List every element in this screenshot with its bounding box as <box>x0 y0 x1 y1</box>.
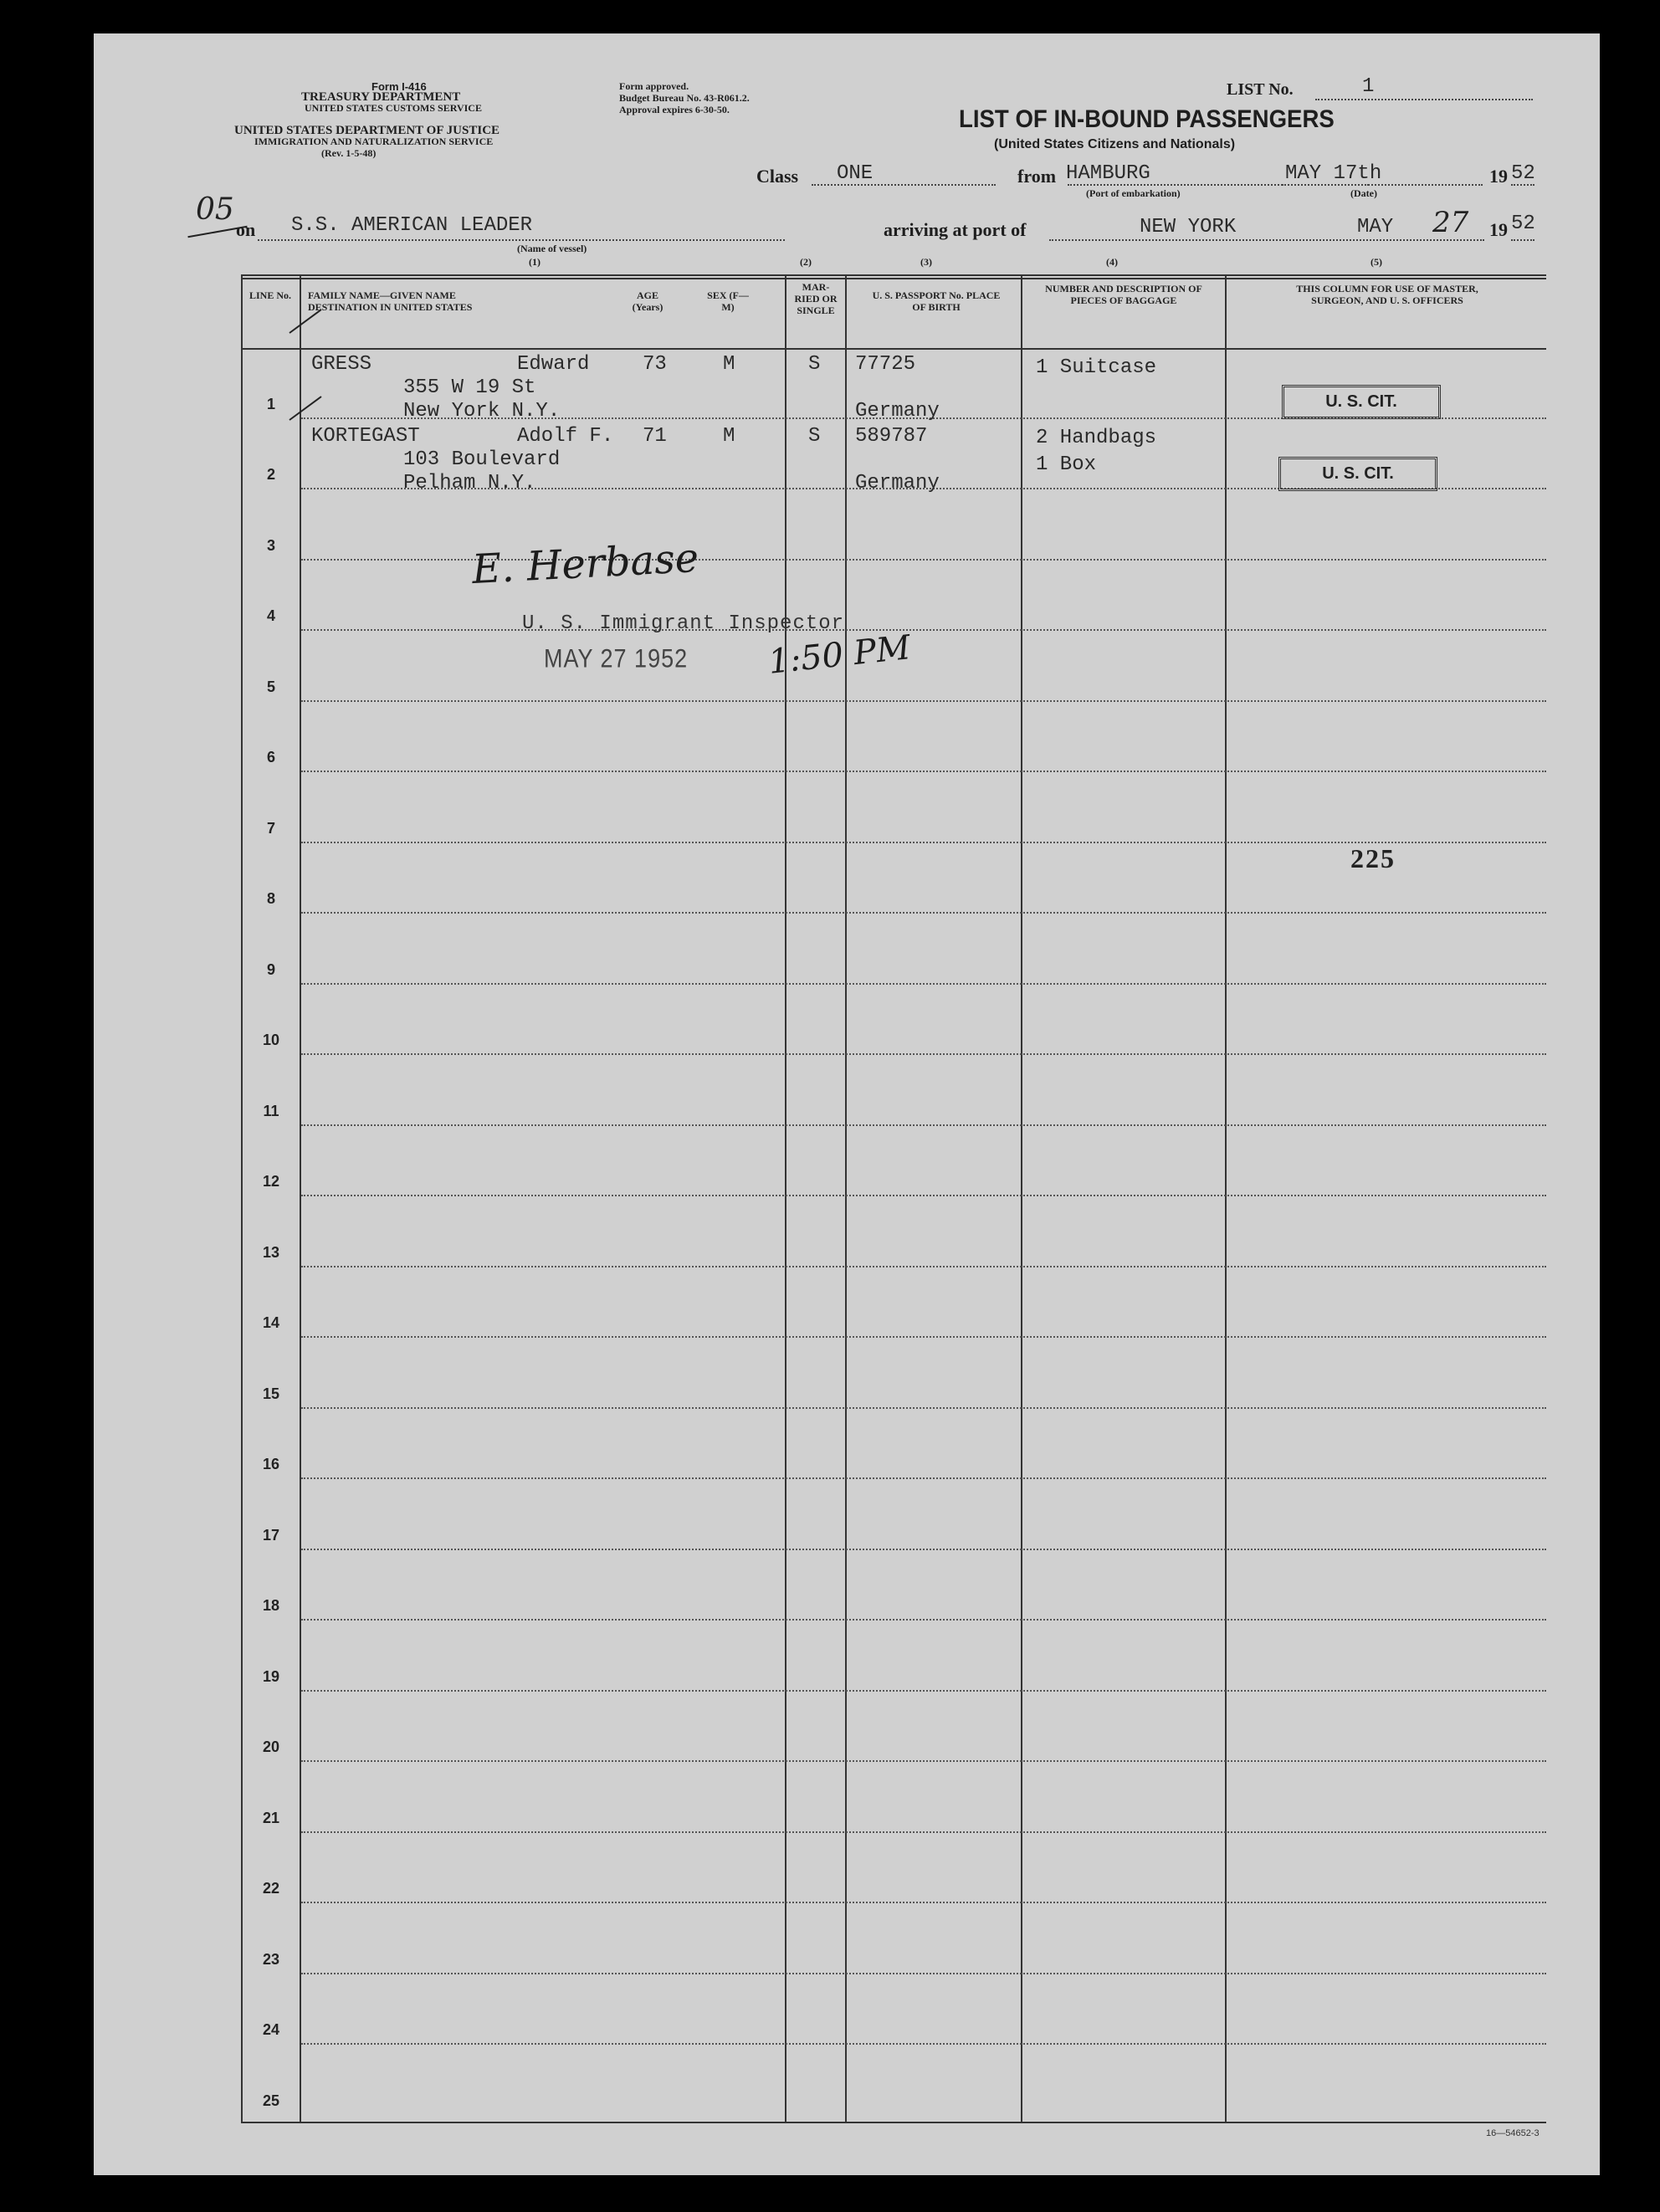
passenger-passport: 77725 <box>855 353 916 376</box>
line-number: 23 <box>262 1950 280 1968</box>
passenger-marital: S <box>808 353 821 376</box>
passenger-marital: S <box>808 425 821 448</box>
department-of-justice: UNITED STATES DEPARTMENT OF JUSTICE <box>234 124 500 137</box>
treasury-department: TREASURY DEPARTMENT <box>301 90 461 104</box>
stamped-number: 225 <box>1350 843 1396 873</box>
inspector-title: U. S. Immigrant Inspector <box>522 612 845 635</box>
row-rule <box>301 629 1546 631</box>
arrival-year: 52 <box>1511 212 1535 235</box>
class-label: Class <box>756 166 799 187</box>
immigration-service: IMMIGRATION AND NATURALIZATION SERVICE <box>254 136 494 147</box>
vessel-name: S.S. AMERICAN LEADER <box>291 214 533 237</box>
header-divider <box>241 348 1546 350</box>
arrival-port: NEW YORK <box>1140 216 1237 238</box>
footer-code: 16—54652-3 <box>1486 2128 1540 2138</box>
row-rule <box>301 1831 1546 1833</box>
passenger-address: Pelham N.Y. <box>403 472 536 494</box>
passenger-sex: M <box>723 353 735 376</box>
form-number: Form I-416 <box>371 80 427 93</box>
list-no-label: LIST No. <box>1227 80 1294 99</box>
row-rule <box>301 1619 1546 1621</box>
customs-service: UNITED STATES CUSTOMS SERVICE <box>305 102 482 114</box>
line-number: 13 <box>262 1243 280 1261</box>
passenger-baggage: 1 Suitcase <box>1036 356 1157 379</box>
passenger-family-name: KORTEGAST <box>311 425 420 448</box>
approval-line-1: Form approved. <box>619 80 689 92</box>
year-prefix: 19 <box>1489 166 1508 187</box>
header-name-destination: FAMILY NAME—GIVEN NAME DESTINATION IN UNITED STATES <box>308 289 473 313</box>
row-rule <box>301 1124 1546 1126</box>
column-divider <box>785 274 786 2123</box>
passenger-baggage: 1 Box <box>1036 453 1097 476</box>
port-embark-caption: (Port of embarkation) <box>1086 187 1181 199</box>
arrival-year-prefix: 19 <box>1489 219 1508 240</box>
line-number: 19 <box>262 1667 280 1685</box>
arrival-day: 27 <box>1432 206 1469 239</box>
us-citizen-stamp: U. S. CIT. <box>1282 385 1441 419</box>
passenger-given-name: Edward <box>517 353 590 376</box>
column-number: (3) <box>920 256 932 268</box>
line-number: 4 <box>266 607 275 624</box>
revision-date: (Rev. 1-5-48) <box>321 147 377 159</box>
column-number: (4) <box>1106 256 1118 268</box>
row-rule <box>301 1336 1546 1338</box>
line-number: 14 <box>262 1314 280 1331</box>
column-number: (5) <box>1371 256 1382 268</box>
row-rule <box>301 771 1546 772</box>
line-number: 3 <box>266 536 275 554</box>
row-rule <box>301 912 1546 914</box>
check-mark-icon <box>288 305 346 338</box>
inspection-date-stamp: MAY 27 1952 <box>544 643 689 673</box>
table-border-top-inner <box>241 278 1546 279</box>
header-marital: MAR- RIED OR SINGLE <box>794 281 838 316</box>
row-rule <box>301 1973 1546 1974</box>
line-number: 12 <box>262 1173 280 1190</box>
line-number: 20 <box>262 1738 280 1755</box>
column-divider <box>1021 274 1022 2123</box>
passenger-given-name: Adolf F. <box>517 425 614 448</box>
line-number: 24 <box>262 2021 280 2038</box>
row-rule <box>301 2043 1546 2045</box>
line-number: 5 <box>266 678 275 695</box>
header-line-no: LINE No. <box>248 289 291 301</box>
embark-year: 52 <box>1511 162 1535 185</box>
line-number: 15 <box>262 1385 280 1402</box>
document-page <box>94 33 1600 2175</box>
list-no-value: 1 <box>1362 75 1375 98</box>
approval-line-2: Budget Bureau No. 43-R061.2. <box>619 92 750 104</box>
header-baggage: NUMBER AND DESCRIPTION OF PIECES OF BAGGAGE <box>1045 283 1202 306</box>
line-number: 17 <box>262 1526 280 1544</box>
row-rule <box>301 1195 1546 1196</box>
row-rule <box>301 983 1546 985</box>
line-number: 18 <box>262 1597 280 1614</box>
column-divider <box>1225 274 1227 2123</box>
passenger-passport: 589787 <box>855 425 928 448</box>
arriving-label: arriving at port of <box>884 219 1027 240</box>
line-number: 8 <box>266 890 275 907</box>
page-subtitle: (United States Citizens and Nationals) <box>994 137 1236 151</box>
list-no-underline <box>1315 99 1533 100</box>
class-value: ONE <box>837 162 874 185</box>
column-divider <box>845 274 847 2123</box>
row-rule <box>301 1690 1546 1692</box>
passenger-table <box>241 274 1546 2123</box>
line-number: 7 <box>266 819 275 837</box>
line-number: 1 <box>266 395 275 412</box>
vessel-caption: (Name of vessel) <box>517 243 587 254</box>
row-rule <box>301 1266 1546 1267</box>
passenger-sex: M <box>723 425 735 448</box>
date-caption: (Date) <box>1350 187 1377 199</box>
arrival-month: MAY <box>1357 216 1394 238</box>
line-number: 2 <box>266 466 275 483</box>
page-title: LIST OF IN-BOUND PASSENGERS <box>959 105 1335 133</box>
passenger-birthplace: Germany <box>855 400 940 422</box>
row-rule <box>301 1549 1546 1550</box>
line-number: 6 <box>266 749 275 765</box>
table-border <box>241 274 1546 2123</box>
arrival-port-underline <box>1049 239 1484 241</box>
passenger-address: New York N.Y. <box>403 400 561 422</box>
line-number: 9 <box>266 960 275 978</box>
embark-date: MAY 17th <box>1285 162 1382 185</box>
vessel-underline <box>258 239 785 241</box>
header-sex: SEX (F—M) <box>707 289 749 313</box>
row-rule <box>301 1053 1546 1055</box>
us-citizen-stamp: U. S. CIT. <box>1278 457 1437 491</box>
row-rule <box>301 1760 1546 1762</box>
row-rule <box>301 1477 1546 1479</box>
passenger-age: 71 <box>643 425 667 448</box>
row-rule <box>301 700 1546 702</box>
port-of-embarkation: HAMBURG <box>1066 162 1150 185</box>
check-mark-icon <box>288 392 346 425</box>
column-number: (2) <box>800 256 812 268</box>
inspection-time-note: 1:50 PM <box>766 628 913 682</box>
passenger-family-name: GRESS <box>311 353 372 376</box>
margin-note: 05 <box>196 192 234 227</box>
line-number: 11 <box>263 1102 279 1119</box>
row-rule <box>301 1902 1546 1903</box>
header-officers: THIS COLUMN FOR USE OF MASTER, SURGEON, AND U. S. OFFICERS <box>1296 283 1478 306</box>
header-age: AGE (Years) <box>632 289 663 313</box>
passenger-baggage: 2 Handbags <box>1036 427 1157 449</box>
line-number: 22 <box>262 1880 280 1897</box>
line-number: 25 <box>262 2092 280 2109</box>
passenger-birthplace: Germany <box>855 472 940 494</box>
from-label: from <box>1017 166 1057 187</box>
passenger-address: 355 W 19 St <box>403 376 536 399</box>
line-number: 16 <box>262 1456 280 1472</box>
line-number: 21 <box>262 1809 280 1826</box>
header-passport: U. S. PASSPORT No. PLACE OF BIRTH <box>872 289 1001 313</box>
approval-line-3: Approval expires 6-30-50. <box>619 104 730 115</box>
line-number: 10 <box>262 1032 280 1048</box>
row-rule <box>301 1407 1546 1409</box>
column-number: (1) <box>529 256 541 268</box>
on-label: on <box>236 219 256 240</box>
passenger-address: 103 Boulevard <box>403 448 561 471</box>
passenger-age: 73 <box>643 353 667 376</box>
arrival-year-underline <box>1511 239 1534 241</box>
inspector-signature: E. Herbase <box>470 534 700 594</box>
